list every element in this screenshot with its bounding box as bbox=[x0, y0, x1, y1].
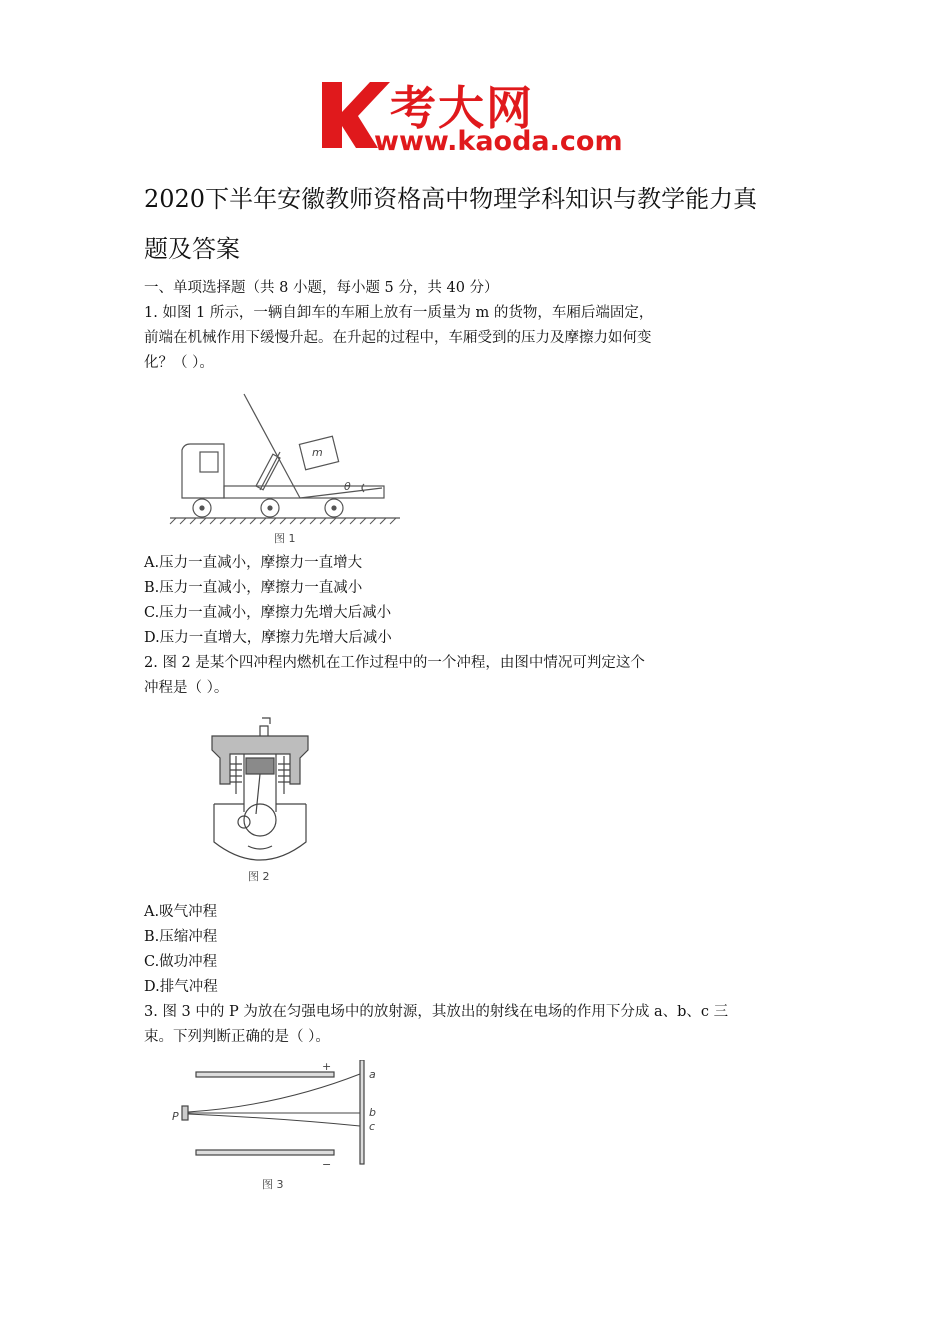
document-title-line-2: 题及答案 bbox=[144, 235, 240, 263]
question-2-line-2: 冲程是（ ）。 bbox=[144, 680, 229, 696]
question-2-option-d: D.排气冲程 bbox=[144, 979, 218, 995]
figure-2-caption: 图 2 bbox=[248, 870, 270, 883]
figure-2-engine bbox=[204, 714, 316, 886]
figure-3-minus-sign: − bbox=[322, 1158, 332, 1171]
question-2-option-b: B.压缩冲程 bbox=[144, 929, 218, 945]
figure-3-electric-field bbox=[168, 1060, 390, 1200]
figure-3-plus-sign: + bbox=[322, 1060, 332, 1073]
question-1-option-a: A.压力一直减小，摩擦力一直增大 bbox=[144, 555, 363, 571]
question-2-option-a: A.吸气冲程 bbox=[144, 904, 218, 920]
figure-1-caption: 图 1 bbox=[274, 532, 296, 545]
figure-1-angle-label: θ bbox=[344, 480, 351, 493]
document-title-line-1: 2020下半年安徽教师资格高中物理学科知识与教学能力真 bbox=[144, 185, 758, 213]
figure-3-caption: 图 3 bbox=[262, 1178, 284, 1191]
figure-1-dump-truck bbox=[168, 388, 408, 546]
logo-name: 考大网 bbox=[390, 81, 534, 135]
question-2-option-c: C.做功冲程 bbox=[144, 954, 218, 970]
logo-url: www.kaoda.com bbox=[374, 126, 623, 157]
figure-1-mass-label: m bbox=[312, 446, 323, 459]
question-3-line-1: 3. 图 3 中的 P 为放在匀强电场中的放射源，其放出的射线在电场的作用下分成 a、b、c 三 bbox=[144, 1004, 729, 1020]
question-2-line-1: 2. 图 2 是某个四冲程内燃机在工作过程中的一个冲程，由图中情况可判定这个 bbox=[144, 655, 645, 671]
question-1-line-1: 1. 如图 1 所示，一辆自卸车的车厢上放有一质量为 m 的货物，车厢后端固定， bbox=[144, 305, 654, 321]
question-3-line-2: 束。下列判断正确的是（ ）。 bbox=[144, 1029, 330, 1045]
figure-3-label-a: a bbox=[369, 1068, 376, 1081]
figure-3-label-c: c bbox=[369, 1120, 376, 1133]
question-1-option-d: D.压力一直增大，摩擦力先增大后减小 bbox=[144, 630, 392, 646]
figure-3-source-label: P bbox=[172, 1110, 179, 1123]
question-1-line-2: 前端在机械作用下缓慢升起。在升起的过程中，车厢受到的压力及摩擦力如何变 bbox=[144, 330, 652, 346]
question-1-option-c: C.压力一直减小，摩擦力先增大后减小 bbox=[144, 605, 392, 621]
question-1-option-b: B.压力一直减小，摩擦力一直减小 bbox=[144, 580, 363, 596]
section-header: 一、单项选择题（共 8 小题，每小题 5 分，共 40 分） bbox=[144, 280, 499, 296]
kaoda-logo bbox=[318, 78, 638, 160]
question-1-line-3: 化？（ ）。 bbox=[144, 355, 214, 371]
figure-3-label-b: b bbox=[369, 1106, 376, 1119]
